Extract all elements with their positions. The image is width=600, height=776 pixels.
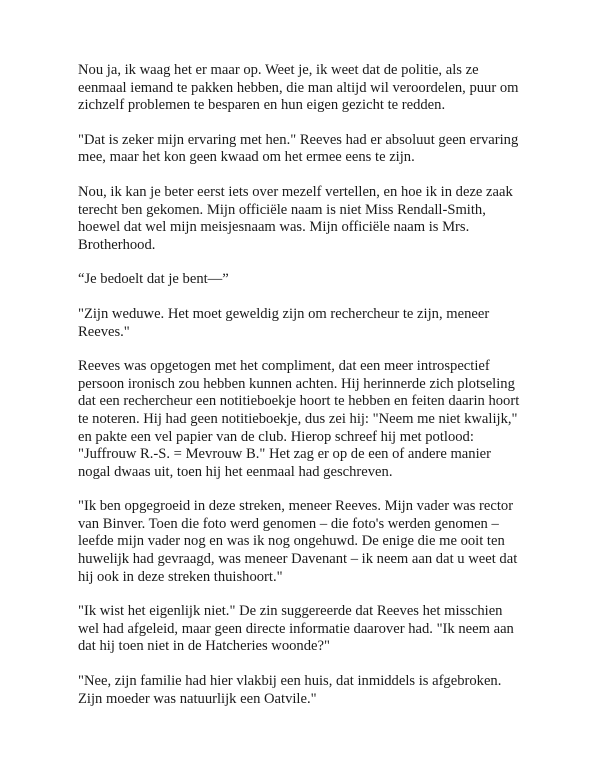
text-line: eenmaal iemand te pakken hebben, die man altijd wil veroordelen, puur om xyxy=(78,79,519,96)
text-line: "Dat is zeker mijn ervaring met hen." Reeves had er absoluut geen ervaring xyxy=(78,131,519,148)
paragraph-5 xyxy=(78,306,548,341)
text-line: hoewel dat wel mijn meisjesnaam was. Mijn officiële naam is Mrs. xyxy=(78,219,470,236)
text-line: “Je bedoelt dat je bent—” xyxy=(78,271,229,288)
text-line: van Binver. Toen die foto werd genomen – die foto's werden genomen – xyxy=(78,515,499,532)
text-line: Brotherhood. xyxy=(78,236,156,253)
text-line: "Juffrouw R.-S. = Mevrouw B." Het zag er op de een of andere manier xyxy=(78,446,491,463)
text-line: "Ik wist het eigenlijk niet." De zin suggereerde dat Reeves het misschien xyxy=(78,603,503,620)
text-line: "Ik ben opgegroeid in deze streken, meneer Reeves. Mijn vader was rector xyxy=(78,498,514,515)
text-line: Nou, ik kan je beter eerst iets over mezelf vertellen, en hoe ik in deze zaak xyxy=(78,183,513,200)
paragraph-8 xyxy=(78,603,548,656)
text-line: hij ook in deze streken thuishoort." xyxy=(78,568,283,585)
paragraph-7 xyxy=(78,498,548,586)
text-line: mee, maar het kon geen kwaad om het ermee eens te zijn. xyxy=(78,149,415,166)
paragraph-6 xyxy=(78,358,548,481)
text-line: nogal dwaas uit, toen hij het eenmaal had geschreven. xyxy=(78,463,393,480)
text-line: leefde mijn vader nog en was ik nog ongehuwd. De enige die me ooit ten xyxy=(78,533,505,550)
text-line: terecht ben gekomen. Mijn officiële naam is niet Miss Rendall-Smith, xyxy=(78,201,486,218)
text-line: huwelijk had gevraagd, was meneer Davenant – ik neem aan dat u weet dat xyxy=(78,551,518,568)
text-line: Zijn moeder was natuurlijk een Oatvile." xyxy=(78,690,317,707)
text-line: "Zijn weduwe. Het moet geweldig zijn om rechercheur te zijn, meneer xyxy=(78,305,490,322)
text-line: Nou ja, ik waag het er maar op. Weet je, ik weet dat de politie, als ze xyxy=(78,62,479,78)
text-line: "Nee, zijn familie had hier vlakbij een huis, dat inmiddels is afgebroken. xyxy=(78,673,502,690)
paragraph-4 xyxy=(78,271,548,289)
text-line: wel had afgeleid, maar geen directe informatie daarover had. "Ik neem aan xyxy=(78,620,514,637)
text-line: dat een rechercheur een notitieboekje hoort te hebben en feiten daarin hoort xyxy=(78,393,520,410)
paragraph-9 xyxy=(78,673,548,708)
paragraph-2 xyxy=(78,132,548,167)
paragraph-3 xyxy=(78,184,548,254)
text-line: persoon ironisch zou hebben kunnen achten. Hij herinnerde zich plotseling xyxy=(78,375,515,392)
paragraph-1 xyxy=(78,62,548,115)
text-line: te noteren. Hij had geen notitieboekje, dus zei hij: "Neem me niet kwalijk," xyxy=(78,410,518,427)
text-line: Reeves." xyxy=(78,323,130,340)
text-line: en pakte een vel papier van de club. Hierop schreef hij met potlood: xyxy=(78,428,474,445)
text-line: dat hij toen niet in de Hatcheries woonde?" xyxy=(78,638,330,655)
document-page xyxy=(78,62,548,725)
text-line: zichzelf problemen te besparen en hun eigen gezicht te redden. xyxy=(78,97,446,114)
text-line: Reeves was opgetogen met het compliment, dat een meer introspectief xyxy=(78,358,490,375)
